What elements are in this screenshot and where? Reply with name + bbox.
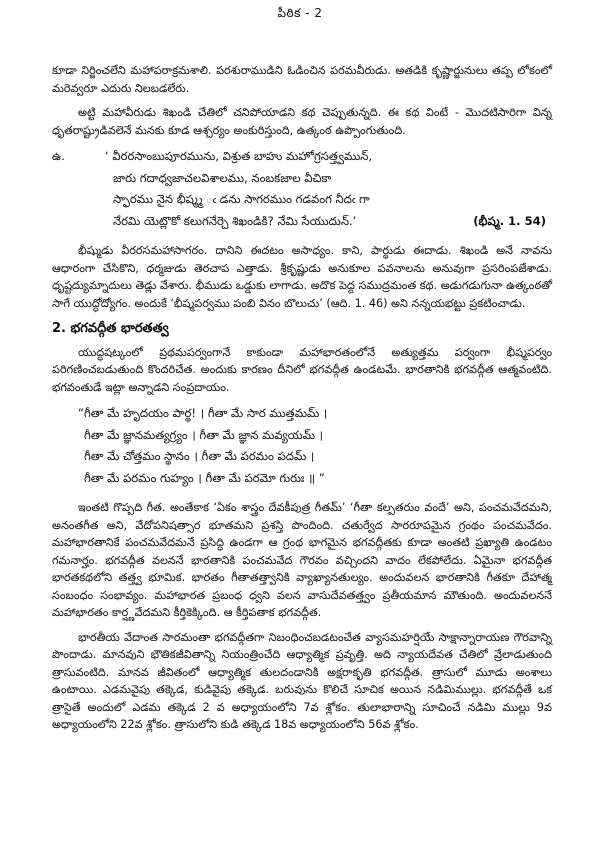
- quote-line: గీతా మే చోత్తమం స్థానం । గీతా మే పరమం పదమ్ ।: [84, 449, 315, 463]
- quote-line: “గీతా మే హృదయం పార్థ! । గీతా మే సార ముత్తమమ్ ।: [78, 406, 328, 420]
- quote-line: గీతా మే జ్ఞానమత్యగ్ర్యం । గీతా మే జ్ఞాన మవ్యయమ్ ।: [84, 427, 324, 442]
- page-body: [52, 62, 552, 741]
- paragraph-6: భారతీయ వేదాంత సారమంతా భగవద్గీతగా నిబంధించబడటంచేత వ్యాసమహర్షియే సాక్షాన్నారాయణ గౌరవాన్ని పొందాడు. మానవుని భౌతికజీవితాన్ని నియంత్రించేది ఆధ్యాత్మిక ప్రవృత్తి. అది న్యాయదేవత చేతిలో వ్రేలాడుతుంది త్రాసువంటిది. మానవ జీవితంలో ఆధ్యాత్మిక తులదండానికి అక్షరాకృతి భగవద్గీత. త్రాసులో మూడు అంశాలు ఉంటాయి. ఎడమవైపు తక్కెడ, కుడివైపు తక్కెడ. బరువును కొలిచే సూచిక అయిన నడిమిముల్లు. భగవద్గీతే ఒక త్రాసైతే అందులో ఎడమ తక్కెడ 2 వ అధ్యాయంలోని 7వ శ్లోకం. తులాభారాన్ని సూచించే నడిమి ముల్లు 9వ అధ్యాయంలోని 22వ శ్లోకం. త్రాసులోని కుడి తక్కెడ 18వ అధ్యాయంలోని 56వ శ్లోకం.: [52, 630, 552, 731]
- gita-quote: [78, 403, 552, 489]
- running-head: పీఠిక - 2: [277, 6, 323, 20]
- paragraph-2: అట్టి మహావీరుడు శిఖండి చేతిలో చనిపోయాడని కథ చెప్పుతున్నది. ఈ కథ వింటే - మొదటిసారిగా విన్న ధృతరాష్ట్రుడివలెనే మనకు కూడ ఆశ్చర్యం అంకురిస్తుంది, ఉత్కంఠ ఉప్పొంగుతుంది.: [52, 106, 552, 137]
- verse-line: జారు గదాధ్వజాచలవిశాలము, నంబకజాల వీచికా: [113, 170, 332, 185]
- verse-line: ‘ వీరరసాంబుపూరమును, విశ్రుత బాహు మహోగ్రసత్త్వమున్,: [105, 149, 373, 163]
- verse-reference: (భీష్మ. 1. 54): [473, 213, 546, 228]
- section-heading: 2. భగవద్గీత భారతత్వ: [52, 321, 169, 336]
- verse-bhishma: [52, 146, 552, 232]
- paragraph-1: కూడా నిర్జించలేని మహాపరాక్రమశాలి. పరశురాముడిని ఓడించిన పరమవీరుడు. అతడికి కృష్ణార్జునులు తప్ప లోకంలో మరెవ్వరూ ఎదురు నిలబడలేరు.: [52, 64, 552, 95]
- paragraph-4: యుద్ధషట్కంలో ప్రథమపర్వంగానే కాకుండా మహాభారతంలోనే అత్యుత్తమ పర్వంగా భీష్మపర్వం పరిగణించబడుతుంది కొందరిచేత. అందుకు కారణం దీనిలో భగవద్గీత ఉండటమే. భారతానికి భగవద్గీత ఆత్మవంటిది. భగవంతుడే ఇట్లా అన్నాడని సంప్రదాయం.: [52, 345, 552, 394]
- verse-line: నేరమి యెట్లొకో కలుగనేర్చె శిఖండికి? నేమి సేయుదున్.’: [113, 213, 357, 228]
- quote-line: గీతా మే పరమం గుహ్యం । గీతా మే పరమో గురుః ॥ ”: [84, 470, 325, 485]
- verse-meter-label: ఉ.: [52, 149, 65, 163]
- verse-line: స్ఫారము నైన భీష్మ్మ ఁ డను సాగరముం గడవంగ నీదఁ గా: [113, 192, 370, 206]
- paragraph-5: ఇంతటి గొప్పది గీత. అంతేకాక ‘ఏకం శాస్త్రం దేవకీపుత్ర గీతమ్’ ‘గీతా కల్పతరుం వందే’ అని, పంచమవేదమని, అనంతగీత అని, వేదోపనిషత్సార భూతమని ప్రశస్తి పొందింది. చతుర్వేద సారరూపమైన గ్రంథం పంచమవేదం. మహాభారతానికే పంచమవేదమనే ప్రసిద్ధి ఉండగా ఆ గ్రంథ భాగమైన భగవద్గీతకు కూడా అంతటి ప్రఖ్యాతి ఉండటం గమనార్హం. భగవద్గీత వలననే భారతానికి పంచమవేద గౌరవం వచ్చిందని వాదం లేకపోలేదు. ఏమైనా భగవద్గీత భారతకథలోని తత్త్వ భూమిక. భారతం గీతాతత్త్వానికి వ్యాఖ్యానతుల్యం. అందువలన భారతానికి గీతకూ దేహాత్మ సంబంధం సంభావ్యం. మహాభారత ప్రబంధ ధ్వని వలన వాసుదేవతత్త్వం ప్రతీయమాన మౌతుంది. అందువలననే మహాభారతం కార్ష్ణవేదమని కీర్తికెక్కింది. ఆ కీర్తిపతాక భగవద్గీత.: [52, 501, 552, 619]
- paragraph-3: భీష్ముడు వీరరసమహాసాగరం. దానిని ఈదటం అసాధ్యం. కాని, పార్థుడు ఈదాడు. శిఖండి అనే నావను ఆధారంగా చేసికొని, ధర్మజుడు తెరచాప ఎత్తాడు. శ్రీకృష్ణుడు అనుకూల పవనాలను అనువుగా ప్రసరింపజేశాడు. ధృష్టద్యుమ్నాదులు తెడ్లు వేశారు. భీముడు ఒడ్డుకు లాగాడు. అదొక పెద్ద సముద్రమంత కథ. అడుగడుగునా ఉత్కంఠతో సాగే యుద్ధోద్యోగం. అందుకే ‘భీష్మపర్వము పంబి వినం బొలుచు’ (ఆది. 1. 46) అని నన్నయభట్టు ప్రకటించాడు.: [52, 244, 552, 310]
